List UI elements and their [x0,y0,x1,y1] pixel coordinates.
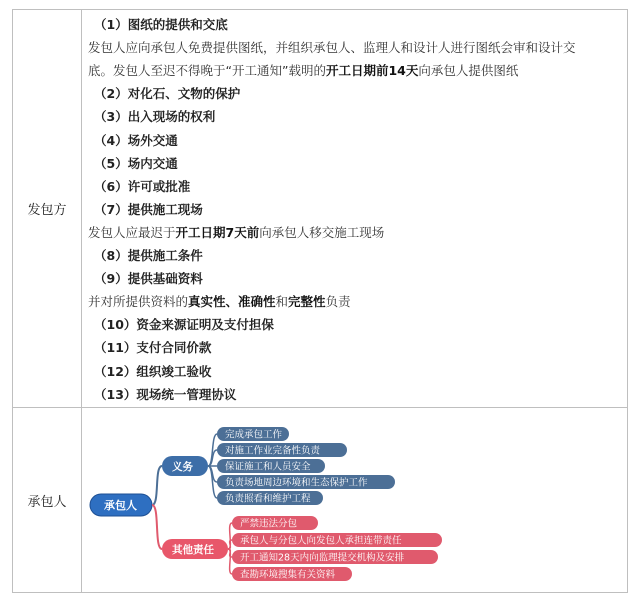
obligation-text [88,225,384,241]
item-node-label: 查勘环境搜集有关资料 [240,569,336,581]
text-fragment: 底。发包人至迟不得晚于“开工通知”载明的 [88,63,326,79]
emphasis-text: 真实性、准确性 [188,294,276,310]
obligation-heading: （3）出入现场的权利 [94,109,216,125]
emphasis-text: 开工日期7天前 [175,224,260,240]
emphasis-text: 完整性 [288,294,326,310]
obligation-text: 发包人应向承包人免费提供图纸，并组织承包人、监理人和设计人进行图纸会审和设计交 [88,40,576,56]
table-row-employer [13,10,627,408]
obligation-text [88,294,351,310]
obligation-heading: （6）许可或批准 [94,178,191,194]
obligation-heading: （12）组织竣工验收 [94,363,212,379]
branch-connector [152,466,162,505]
item-node-label: 开工通知28天内向监理提交机构及安排 [240,552,405,564]
text-fragment: 向承包人移交施工现场 [259,224,385,240]
text-fragment: 发包人应最迟于 [88,224,176,240]
obligation-heading: （2）对化石、文物的保护 [94,86,241,102]
obligation-heading: （7）提供施工现场 [94,201,203,217]
item-node-label: 负责照看和维护工程 [225,493,311,505]
branch-node-label: 义务 [172,461,193,473]
item-node-label: 保证施工和人员安全 [225,461,311,473]
item-connector [228,540,232,549]
text-fragment: 向承包人提供图纸 [418,63,519,79]
obligation-heading: （11）支付合同价款 [94,340,212,356]
employer-obligations [82,10,627,407]
contractor-mindmap-cell [82,408,627,592]
text-fragment: 和 [275,294,289,310]
item-node-label: 负责场地周边环境和生态保护工作 [225,477,368,489]
obligation-heading: （13）现场统一管理协议 [94,386,237,402]
text-fragment: 并对所提供资料的 [88,294,189,310]
obligation-heading: （9）提供基础资料 [94,271,203,287]
branch-connector [152,505,162,549]
root-node-label: 承包人 [104,499,137,512]
table-row-contractor [13,408,627,592]
item-node-label: 完成承包工作 [225,429,283,441]
item-node-label: 严禁违法分包 [240,518,298,530]
row-label-contractor: 承包人 [13,408,82,592]
obligation-text [88,63,518,79]
obligation-heading: （5）场内交通 [94,155,178,171]
contractor-mindmap [82,408,629,592]
obligation-heading: （10）资金来源证明及支付担保 [94,317,274,333]
emphasis-text: 开工日期前14天 [325,63,419,79]
obligation-heading: （4）场外交通 [94,132,178,148]
obligation-heading: （1）图纸的提供和交底 [94,17,228,32]
obligation-heading: （8）提供施工条件 [94,248,203,263]
item-connector [228,549,232,574]
branch-node-label: 其他责任 [172,544,214,556]
row-label-employer: 发包方 [13,10,82,407]
responsibility-table [12,9,628,593]
item-node-label: 承包人与分包人向发包人承担连带责任 [240,535,402,547]
item-node-label: 对施工作业完备性负责 [225,445,321,457]
text-fragment: 负责 [325,294,351,310]
